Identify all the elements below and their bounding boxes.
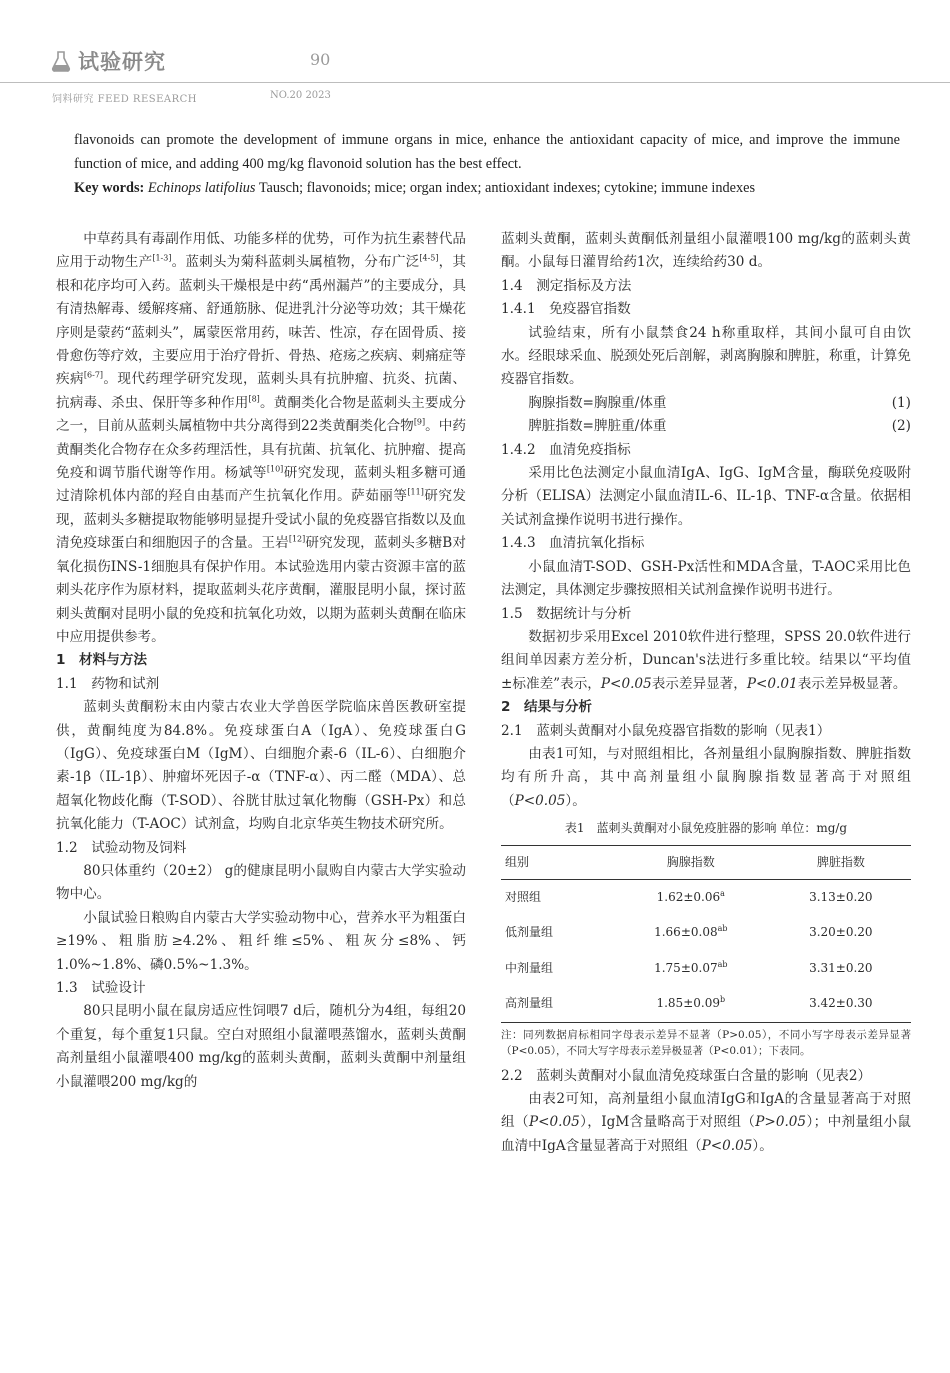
header-divider [0, 82, 950, 83]
table-row [501, 879, 911, 915]
section-heading: 1 材料与方法 [56, 652, 148, 669]
paragraph: 采用比色法测定小鼠血清IgA、IgG、IgM含量，酶联免疫吸附分析（ELISA）法测定小鼠血清IL-6、IL-1β、TNF-α含量。依据相关试剂盒操作说明书进行操作。 [501, 465, 911, 528]
formula-2: 脾脏指数=脾脏重/体重 (2) [528, 418, 911, 435]
table-note: 注：同列数据肩标相同字母表示差异不显著（P>0.05），不同小写字母表示差异显著（P<0.05），不同大写字母表示差异极显著（P<0.01）；下表同。 [501, 1028, 911, 1057]
group-cell: 对照组 [505, 889, 542, 904]
paragraph: 小鼠血清T-SOD、GSH-Px活性和MDA含量，T-AOC采用比色法测定，具体测定步骤按照相关试剂盒操作说明书进行。 [501, 558, 911, 599]
section-logo [50, 46, 166, 76]
column-header: 胸腺指数 [666, 854, 715, 869]
thymus-cell: 1.85±0.09$^b$ [656, 995, 726, 1011]
table-caption: 表1 蓝刺头黄酮对小鼠免疫脏器的影响 单位：mg/g [564, 821, 848, 836]
column-header: 组别 [505, 854, 530, 869]
page-number: 90 [310, 50, 331, 69]
subsection-heading: 1.1 药物和试剂 [56, 675, 160, 692]
subsection-heading: 2.1 蓝刺头黄酮对小鼠免疫器官指数的影响（见表1） [501, 722, 831, 739]
table-row [501, 915, 911, 950]
spleen-cell: 3.42±0.30 [809, 996, 873, 1011]
group-cell: 低剂量组 [505, 925, 554, 940]
journal-name: 饲料研究 FEED RESEARCH [52, 94, 198, 105]
table-row [501, 986, 911, 1022]
paragraph: 蓝刺头黄酮粉末由内蒙古农业大学兽医学院临床兽医教研室提供，黄酮纯度为84.8%。免疫球蛋白A（IgA）、免疫球蛋白G（IgG）、免疫球蛋白M（IgM）、白细胞介素-6（IL-6）、白细胞介素-1β（IL-1β）、肿瘤坏死因子-α（TNF-α）、丙二醛（MDA）、总超氧化物歧化酶（T-SOD）、谷胱甘肽过氧化物酶（GSH-Px）和总抗氧化能力（T-AOC）试剂盒，均购自北京华英生物技术研究所。 [56, 699, 466, 833]
thymus-cell: 1.75±0.07$^{ab}$ [654, 959, 728, 975]
left-column [56, 228, 466, 1094]
abstract-block [74, 128, 900, 200]
paragraph: 80只昆明小鼠在鼠房适应性饲喂7 d后，随机分为4组，每组20个重复，每个重复1只鼠。空白对照组小鼠灌喂蒸馏水，蓝刺头黄酮高剂量组小鼠灌喂400 mg/kg的蓝刺头黄酮，蓝刺头黄酮中剂量组小鼠灌喂200 mg/kg的 [56, 1003, 466, 1090]
keywords-list: Tausch; flavonoids; mice; organ index; antioxidant indexes; cytokine; immune indexes [255, 180, 756, 196]
subsection-heading: 1.5 数据统计与分析 [501, 605, 632, 622]
table-header-row [501, 845, 911, 879]
spleen-cell: 3.31±0.20 [809, 960, 873, 975]
group-cell: 高剂量组 [505, 996, 554, 1011]
subsection-heading: 2.2 蓝刺头黄酮对小鼠血清免疫球蛋白含量的影响（见表2） [501, 1067, 872, 1084]
column-header: 脾脏指数 [816, 854, 865, 869]
subsection-heading: 1.4.1 免疫器官指数 [501, 301, 631, 318]
page-header [0, 0, 950, 110]
thymus-cell: 1.66±0.08$^{ab}$ [654, 924, 728, 940]
spleen-cell: 3.13±0.20 [809, 889, 873, 904]
paragraph: 试验结束，所有小鼠禁食24 h称重取样，其间小鼠可自由饮水。经眼球采血、脱颈处死后剖解，剥离胸腺和脾脏，称重，计算免疫器官指数。 [501, 324, 911, 388]
group-cell: 中剂量组 [505, 960, 554, 975]
right-column [501, 228, 911, 1158]
issue-number: NO.20 2023 [270, 90, 331, 101]
table-row [501, 951, 911, 986]
paragraph: 小鼠试验日粮购自内蒙古大学实验动物中心，营养水平为粗蛋白≥19%、粗脂肪≥4.2%、粗纤维≤5%、粗灰分≤8%、钙1.0%~1.8%、磷0.5%~1.3%。 [56, 909, 466, 973]
keywords-label: Key words [74, 180, 140, 196]
keywords: Key words: Echinops latifolius Tausch; flavonoids; mice; organ index; antioxidant indexes; cytokine; immune indexes [74, 180, 756, 196]
paragraph: 蓝刺头黄酮，蓝刺头黄酮低剂量组小鼠灌喂100 mg/kg的蓝刺头黄酮。小鼠每日灌胃给药1次，连续给药30 d。 [501, 231, 911, 271]
paragraph: 80只体重约（20±2） g的健康昆明小鼠购自内蒙古大学实验动物中心。 [56, 862, 466, 903]
subsection-heading: 1.4.3 血清抗氧化指标 [501, 535, 645, 552]
intro-paragraph: 中草药具有毒副作用低、功能多样的优势，可作为抗生素替代品应用于动物生产[1-3]。蓝刺头为菊科蓝刺头属植物，分布广泛[4-5]，其根和花序均可入药。蓝刺头干燥根是中药“禹州漏芦”的主要成分，具有清热解毒、缓解疼痛、舒通筋脉、促进乳汁分泌等功效；其干燥花序则是蒙药“蓝刺头”，属蒙医常用药，味苦、性凉，存在固骨质、接骨愈伤等疗效，主要应用于治疗骨折、骨热、疮疡之疾病、刺痛症等疾病[6-7]。现代药理学研究发现，蓝刺头具有抗肿瘤、抗炎、抗菌、抗病毒、杀虫、保肝等多种作用[8]。黄酮类化合物是蓝刺头主要成分之一，目前从蓝刺头属植物中共分离得到22类黄酮类化合物[9]。中药黄酮类化合物存在众多药理活性，具有抗菌、抗氧化、抗肿瘤、提高免疫和调节脂代谢等作用。杨斌等[10]研究发现，蓝刺头粗多糖可通过清除机体内部的羟自由基而产生抗氧化作用。萨茹丽等[11]研究发现，蓝刺头多糖提取物能够明显提升受试小鼠的免疫器官指数以及血清免疫球蛋白和细胞因子的含量。王岩[12]研究发现，蓝刺头多糖B对氧化损伤INS-1细胞具有保护作用。本试验选用内蒙古资源丰富的蓝刺头花序作为原材料，提取蓝刺头花序黄酮，灌服昆明小鼠，探讨蓝刺头黄酮对昆明小鼠的免疫和抗氧化功效，以期为蓝刺头黄酮在临床中应用提供参考。 [56, 231, 467, 645]
paragraph: 数据初步采用Excel 2010软件进行整理，SPSS 20.0软件进行组间单因素方差分析，Duncan's法进行多重比较。结果以“平均值±标准差”表示，P<0.05表示差异显著，P<0.01表示差异极显著。 [501, 628, 911, 692]
subsection-heading: 1.4 测定指标及方法 [501, 277, 632, 294]
section-title: 试验研究 [78, 50, 166, 74]
formula-1: 胸腺指数=胸腺重/体重 (1) [528, 394, 911, 411]
section-heading: 2 结果与分析 [501, 699, 593, 716]
subsection-heading: 1.2 试验动物及饲料 [56, 839, 187, 856]
abstract-text: flavonoids can promote the development of immune organs in mice, enhance the antioxidant capacity of mice, and improve the immune function of mice, and adding 400 mg/kg flavonoid solution has the best effect. [74, 132, 900, 172]
thymus-cell: 1.62±0.06$^a$ [656, 888, 725, 904]
subsection-heading: 1.4.2 血清免疫指标 [501, 441, 631, 458]
table-1 [501, 845, 911, 1023]
subsection-heading: 1.3 试验设计 [56, 980, 146, 996]
paragraph: 由表2可知，高剂量组小鼠血清IgG和IgA的含量显著高于对照组（P<0.05），IgM含量略高于对照组（P>0.05）；中剂量组小鼠血清中IgA含量显著高于对照组（P<0.05）。 [501, 1091, 911, 1154]
spleen-cell: 3.20±0.20 [809, 925, 873, 940]
flask-icon [50, 50, 72, 72]
paragraph: 由表1可知，与对照组相比，各剂量组小鼠胸腺指数、脾脏指数均有所升高，其中高剂量组小鼠胸腺指数显著高于对照组（P<0.05）。 [501, 745, 911, 809]
keywords-species: Echinops latifolius [147, 180, 256, 196]
